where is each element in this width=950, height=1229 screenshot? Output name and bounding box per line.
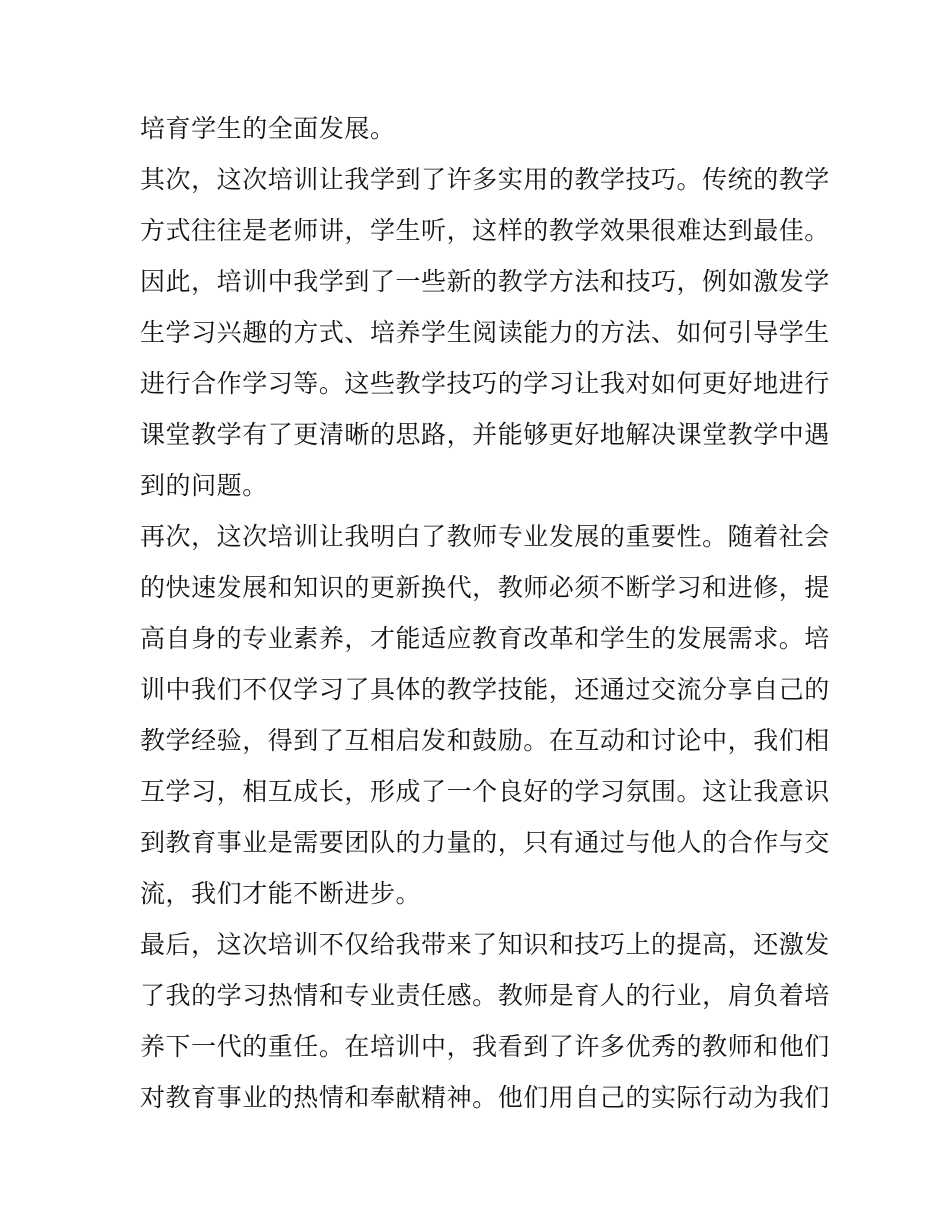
text-line: 到的问题。	[140, 471, 268, 500]
text-line: 最后，这次培训不仅给我带来了知识和技巧上的提高，还激发	[140, 930, 830, 959]
text-line: 再次，这次培训让我明白了教师专业发展的重要性。随着社会	[140, 522, 830, 551]
text-line: 教学经验，得到了互相启发和鼓励。在互动和讨论中，我们相	[140, 726, 830, 755]
text-line: 到教育事业是需要团队的力量的，只有通过与他人的合作与交	[140, 828, 830, 857]
text-line: 课堂教学有了更清晰的思路，并能够更好地解决课堂教学中遇	[140, 420, 830, 449]
text-line: 进行合作学习等。这些教学技巧的学习让我对如何更好地进行	[140, 369, 830, 398]
text-line: 流，我们才能不断进步。	[140, 879, 422, 908]
text-line: 方式往往是老师讲，学生听，这样的教学效果很难达到最佳。	[140, 216, 830, 245]
text-line: 生学习兴趣的方式、培养学生阅读能力的方法、如何引导学生	[140, 318, 830, 347]
text-line: 互学习，相互成长，形成了一个良好的学习氛围。这让我意识	[140, 777, 830, 806]
text-line: 养下一代的重任。在培训中，我看到了许多优秀的教师和他们	[140, 1032, 830, 1061]
text-line: 其次，这次培训让我学到了许多实用的教学技巧。传统的教学	[140, 165, 830, 194]
text-line: 因此，培训中我学到了一些新的教学方法和技巧，例如激发学	[140, 267, 830, 296]
text-line: 培育学生的全面发展。	[140, 114, 396, 143]
text-line: 的快速发展和知识的更新换代，教师必须不断学习和进修，提	[140, 573, 830, 602]
text-line: 训中我们不仅学习了具体的教学技能，还通过交流分享自己的	[140, 675, 830, 704]
text-line: 了我的学习热情和专业责任感。教师是育人的行业，肩负着培	[140, 981, 830, 1010]
text-line: 对教育事业的热情和奉献精神。他们用自己的实际行动为我们	[140, 1083, 830, 1112]
text-line: 高自身的专业素养，才能适应教育改革和学生的发展需求。培	[140, 624, 830, 653]
